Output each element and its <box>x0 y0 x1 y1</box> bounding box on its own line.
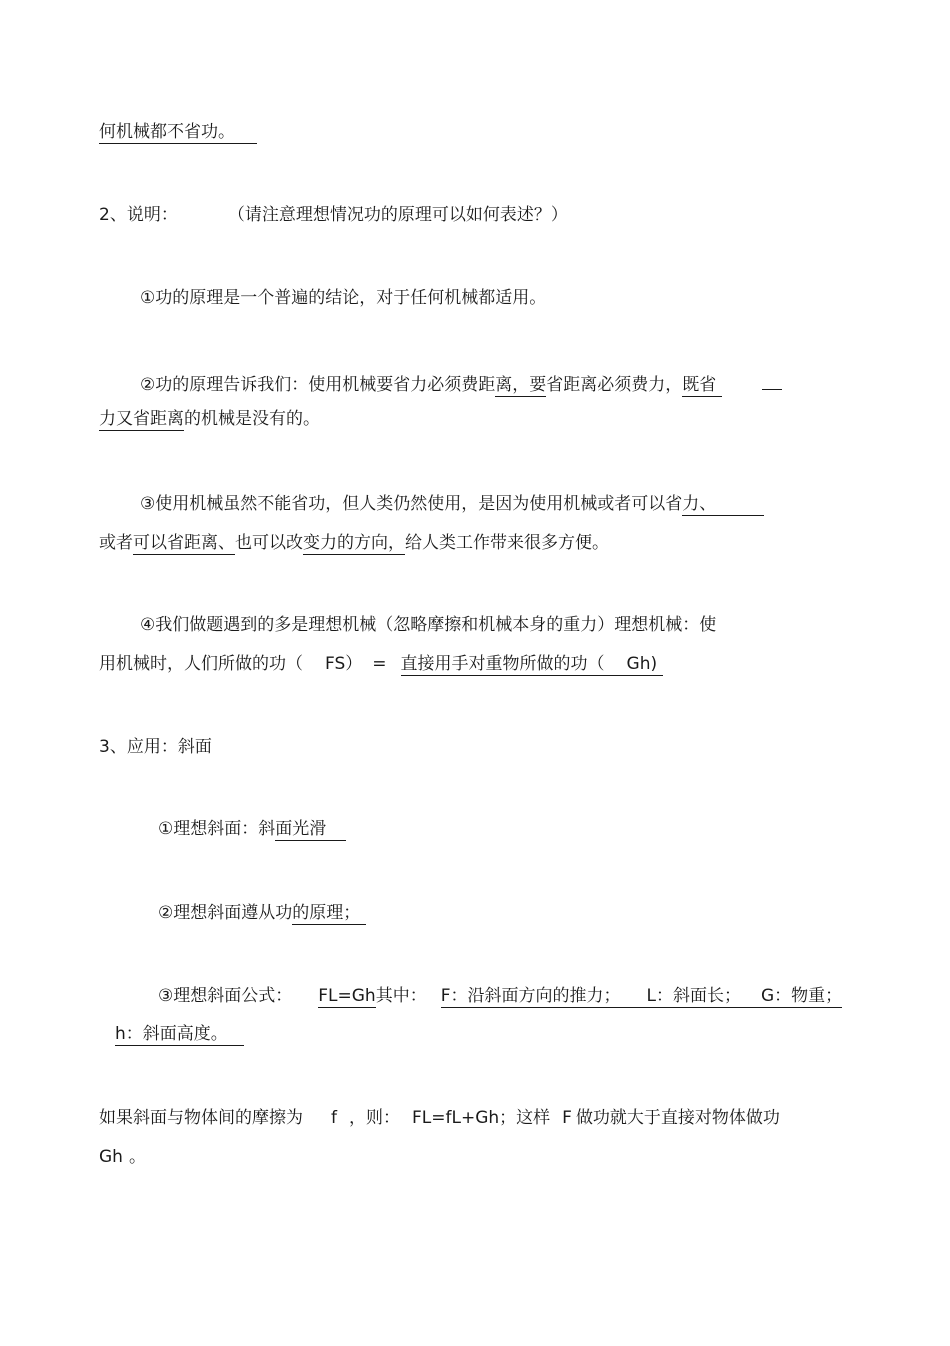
section-2-heading: 2、说明： （请注意理想情况功的原理可以如何表述？） <box>99 205 568 225</box>
text-line-12: ②理想斜面遵从功的原理； <box>158 902 366 924</box>
text-line-16: Gh 。 <box>99 1147 146 1167</box>
underlined-text: 面光滑 <box>275 819 346 841</box>
text-line-13: ③理想斜面公式： FL=Gh其中： F：沿斜面方向的推力； L：斜面长； G：物重； <box>158 986 843 1006</box>
blank-line <box>762 371 782 390</box>
underlined-text: 的原理； <box>292 903 366 925</box>
underlined-text: 既省 <box>682 375 722 397</box>
text-line-8: ④我们做题遇到的多是理想机械（忽略摩擦和机械本身的重力）理想机械：使 <box>140 615 717 635</box>
text-line-11: ①理想斜面：斜面光滑 <box>158 818 346 840</box>
text-line-14 <box>115 1023 244 1045</box>
underlined-text: h：斜面高度。 <box>115 1024 244 1046</box>
underlined-text: 直接用手对重物所做的功（ Gh) <box>401 654 664 676</box>
underlined-text: F：沿斜面方向的推力； L：斜面长； G：物重； <box>440 986 843 1006</box>
text-line-1 <box>99 121 257 143</box>
underlined-text: 力、 <box>682 494 764 516</box>
text-line-5: 力又省距离的机械是没有的。 <box>99 409 320 429</box>
text-line-7: 或者可以省距离、也可以改变力的方向，给人类工作带来很多方便。 <box>99 533 609 553</box>
section-3-heading: 3、应用：斜面 <box>99 737 212 757</box>
underlined-text: 何机械都不省功。 <box>99 122 257 144</box>
text-line-15: 如果斜面与物体间的摩擦为 f ，则： FL=fL+Gh；这样 F 做功就大于直接对物体做功 <box>99 1108 780 1128</box>
text-line-4: ②功的原理告诉我们：使用机械要省力必须费距离，要省距离必须费力，既省 <box>140 371 782 396</box>
text-line-9: 用机械时，人们所做的功（ FS） = 直接用手对重物所做的功（ Gh) <box>99 653 663 675</box>
text-line-6: ③使用机械虽然不能省功，但人类仍然使用，是因为使用机械或者可以省力、 <box>140 493 764 515</box>
text-line-3: ①功的原理是一个普遍的结论，对于任何机械都适用。 <box>140 288 547 308</box>
